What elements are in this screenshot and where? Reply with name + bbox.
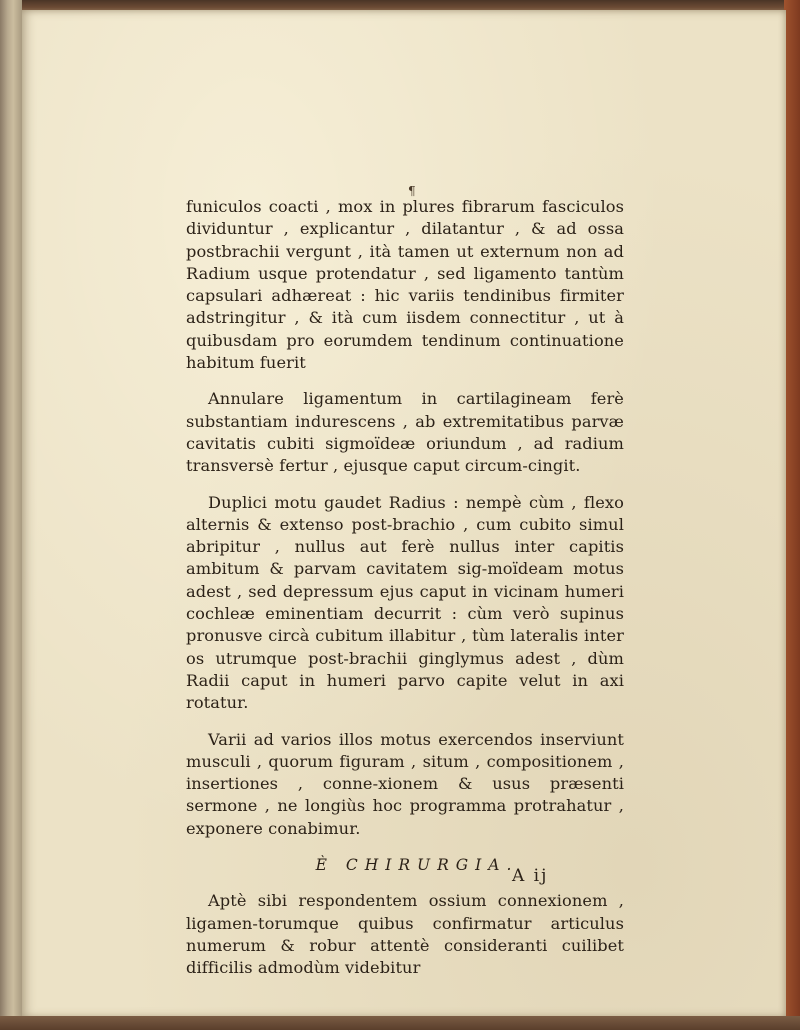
paragraph-gap <box>186 478 624 492</box>
paragraph-3: Duplici motu gaudet Radius : nempè cùm , flexo alternis & extenso post-brachio , cum cubito simul abripitur , nullus aut ferè nullus inter capitis ambitum & parvam cavitatem sig-moïdeam motus adest , sed depressum ejus caput in vicinam humeri cochleæ eminentiam decurrit : cùm verò supinus pronusve circà cubitum illabitur , tùm lateralis inter os utrumque post-brachii ginglymus adest , dùm Radii caput in humeri parvo capite velut in axi rotatur. <box>186 492 624 713</box>
paragraph-1: funiculos coacti , mox in plures fibrarum fasciculos dividuntur , explicantur , dilatantur , & ad ossa postbrachii vergunt , ità tamen ut externum non ad Radium usque protendatur , sed ligamento tantùm capsulari adhæreat : hic variis tendinibus firmiter adstringitur , & ità cum iisdem connectitur , ut à quibusdam pro eorumdem tendinum continuatione habitum fuerit <box>186 197 624 373</box>
paragraph-2: Annulare ligamentum in cartilagineam ferè substantiam indurescens , ab extremitatibus parvæ cavitatis cubiti sigmoïdeæ oriundum , ad radium transversè fertur , ejusque caput circum-cingit. <box>186 389 624 476</box>
paragraph-gap <box>186 876 624 890</box>
paragraph-4: Varii ad varios illos motus exercendos inserviunt musculi , quorum figuram , situm , compositionem , insertiones , conne-xionem & usus præsenti sermone , ne longiùs hoc programma protrahatur , exponere conabimur. <box>186 729 624 838</box>
top-printer-mark: ¶ <box>408 184 416 198</box>
signature-mark: A ij <box>512 866 549 886</box>
book-bottom-edge <box>0 1016 800 1030</box>
paragraph-gap <box>186 715 624 729</box>
paragraph-gap <box>186 374 624 388</box>
book-spine-edge <box>0 0 22 1030</box>
book-cover-edge <box>784 0 800 1030</box>
section-heading: È CHIRURGIA. <box>315 856 519 875</box>
body-text <box>186 196 624 980</box>
paragraph-5: Aptè sibi respondentem ossium connexionem , ligamen-torumque quibus confirmatur articulus numerum & robur attentè consideranti cuilibet difficilis admodùm videbitur <box>186 891 624 978</box>
paragraph-gap <box>186 840 624 854</box>
